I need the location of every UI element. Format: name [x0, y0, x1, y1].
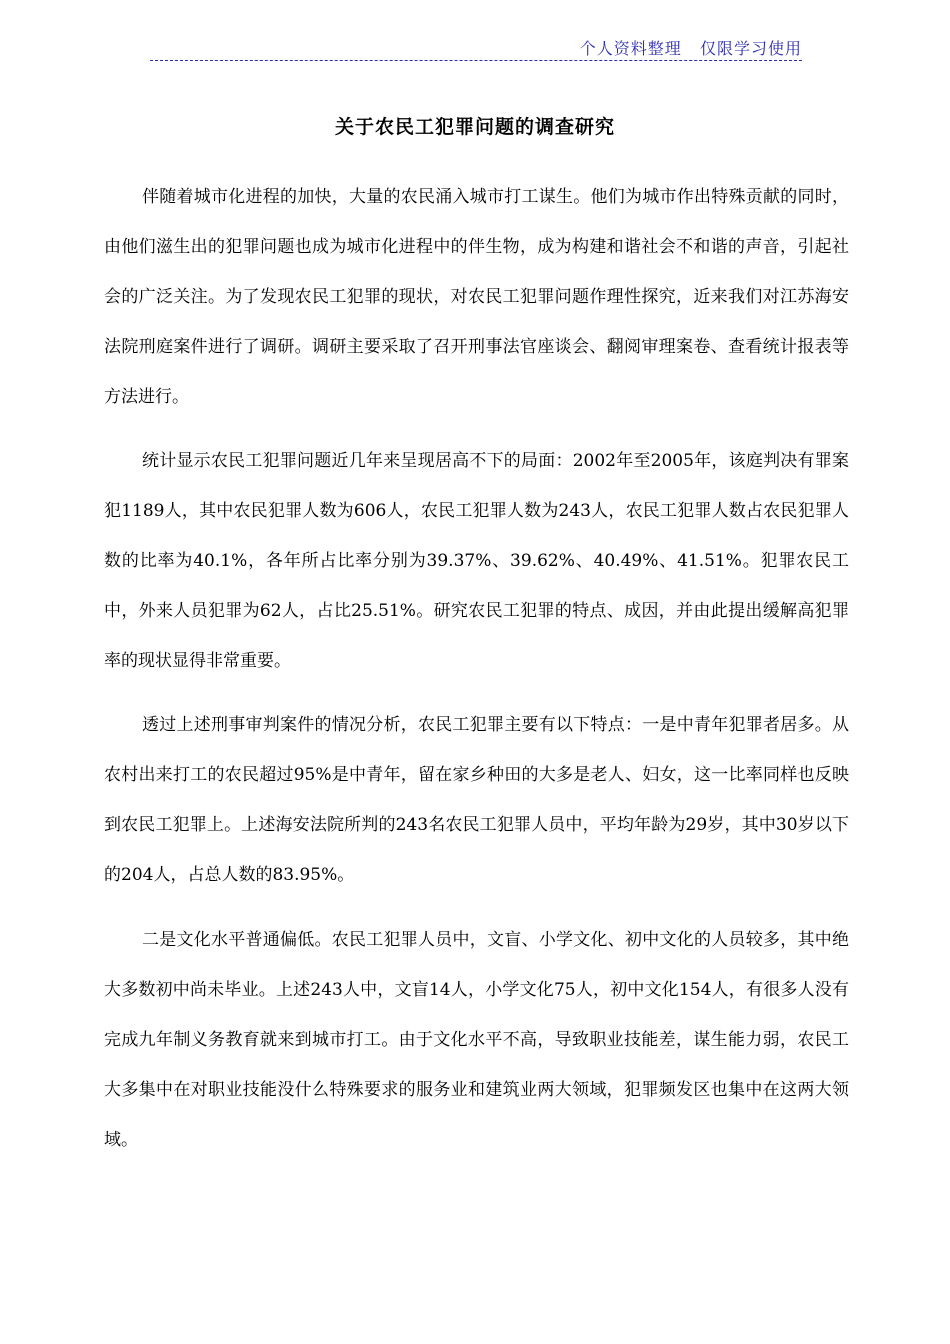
- document-title: 关于农民工犯罪问题的调查研究: [334, 116, 615, 138]
- paragraph-4: 二是文化水平普通偏低。农民工犯罪人员中，文盲、小学文化、初中文化的人员较多，其中绝大多数初中尚未毕业。上述243人中，文盲14人，小学文化75人，初中文化154人，有很多人没有完成九年制义务教育就来到城市打工。由于文化水平不高，导致职业技能差，谋生能力弱，农民工大多集中在对职业技能没什么特殊要求的服务业和建筑业两大领域，犯罪频发区也集中在这两大领域。: [104, 930, 849, 1150]
- header-text: 个人资料整理 仅限学习使用: [579, 39, 802, 58]
- paragraph-2: 统计显示农民工犯罪问题近几年来呈现居高不下的局面：2002年至2005年，该庭判决有罪案犯1189人，其中农民犯罪人数为606人，农民工犯罪人数为243人，农民工犯罪人数占农民犯罪人数的比率为40.1%，各年所占比率分别为39.37%、39.62%、40.49%、41.51%。犯罪农民工中，外来人员犯罪为62人，占比25.51%。研究农民工犯罪的特点、成因，并由此提出缓解高犯罪率的现状显得非常重要。: [104, 451, 849, 671]
- paragraph-3: 透过上述刑事审判案件的情况分析，农民工犯罪主要有以下特点：一是中青年犯罪者居多。从农村出来打工的农民超过95%是中青年，留在家乡种田的大多是老人、妇女，这一比率同样也反映到农民工犯罪上。上述海安法院所判的243名农民工犯罪人员中，平均年龄为29岁，其中30岁以下的204人，占总人数的83.95%。: [104, 715, 849, 885]
- paragraph-1: 伴随着城市化进程的加快，大量的农民涌入城市打工谋生。他们为城市作出特殊贡献的同时，由他们滋生出的犯罪问题也成为城市化进程中的伴生物，成为构建和谐社会不和谐的声音，引起社会的广泛关注。为了发现农民工犯罪的现状，对农民工犯罪问题作理性探究，近来我们对江苏海安法院刑庭案件进行了调研。调研主要采取了召开刑事法官座谈会、翻阅审理案卷、查看统计报表等方法进行。: [104, 187, 849, 407]
- page-header: [150, 36, 802, 61]
